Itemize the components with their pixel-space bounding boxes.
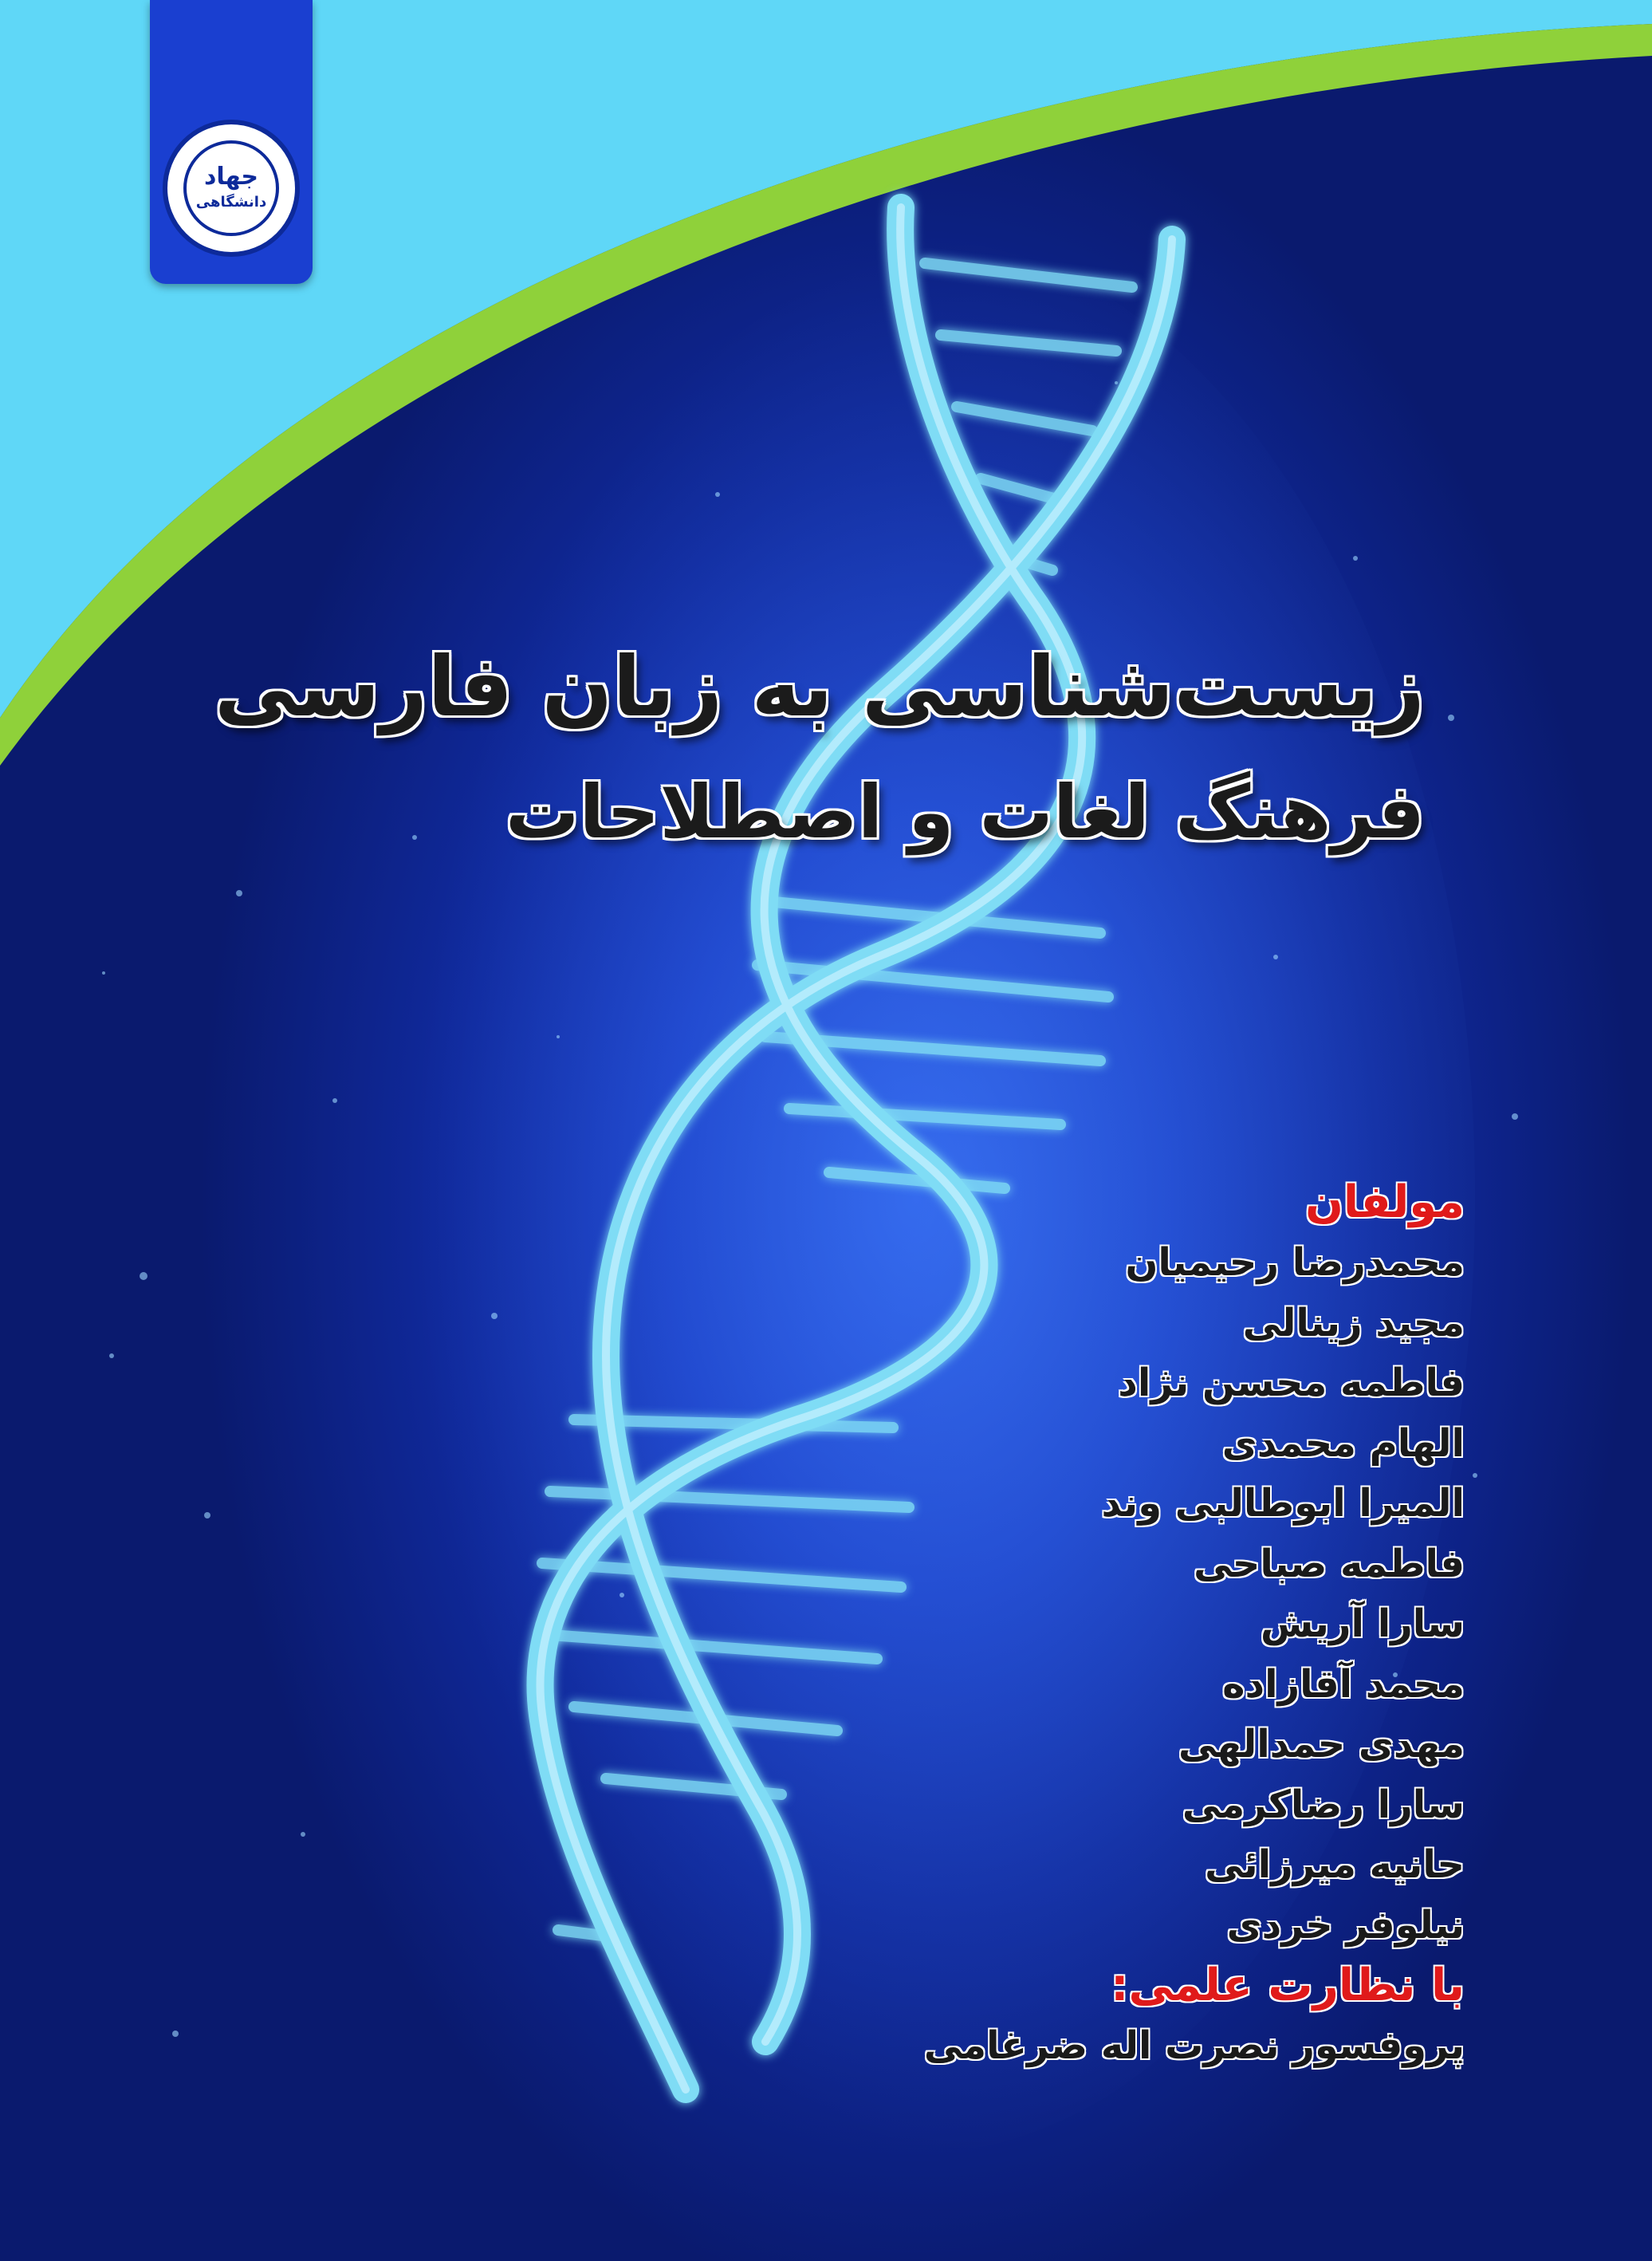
book-subtitle: فرهنگ لغات و اصطلاحات: [505, 770, 1425, 855]
supervisor-name: پروفسور نصرت اله ضرغامی: [923, 2023, 1465, 2068]
author-name: محمدرضا رحیمیان: [1125, 1240, 1465, 1285]
author-name: سارا رضاکرمی: [1182, 1782, 1465, 1827]
author-name: مهدی حمدالهی: [1178, 1722, 1465, 1767]
author-name: سارا آریش: [1261, 1601, 1465, 1646]
book-title: زیست‌شناسی به زبان فارسی: [214, 638, 1425, 735]
author-name: المیرا ابوطالبی وند: [1101, 1481, 1465, 1526]
author-name: الهام محمدی: [1221, 1420, 1465, 1466]
logo-text-primary: جهاد: [203, 163, 259, 191]
author-name: نیلوفر خردی: [1226, 1902, 1465, 1948]
author-name: فاطمه محسن نژاد: [1118, 1361, 1465, 1405]
author-name: حانیه میرزائی: [1205, 1842, 1465, 1887]
publisher-tab: [150, 0, 313, 284]
logo-inner-ring: [183, 140, 279, 236]
authors-heading: مولفان: [1305, 1176, 1465, 1228]
supervision-heading: با نظارت علمی:: [1111, 1960, 1465, 2011]
author-name: مجید زینالی: [1242, 1300, 1465, 1345]
credits-block: [588, 1172, 1465, 2077]
logo-text-secondary: دانشگاهی: [195, 194, 267, 211]
author-name: فاطمه صباحی: [1194, 1541, 1465, 1586]
publisher-logo: [163, 120, 300, 257]
author-name: محمد آقازاده: [1222, 1661, 1465, 1707]
